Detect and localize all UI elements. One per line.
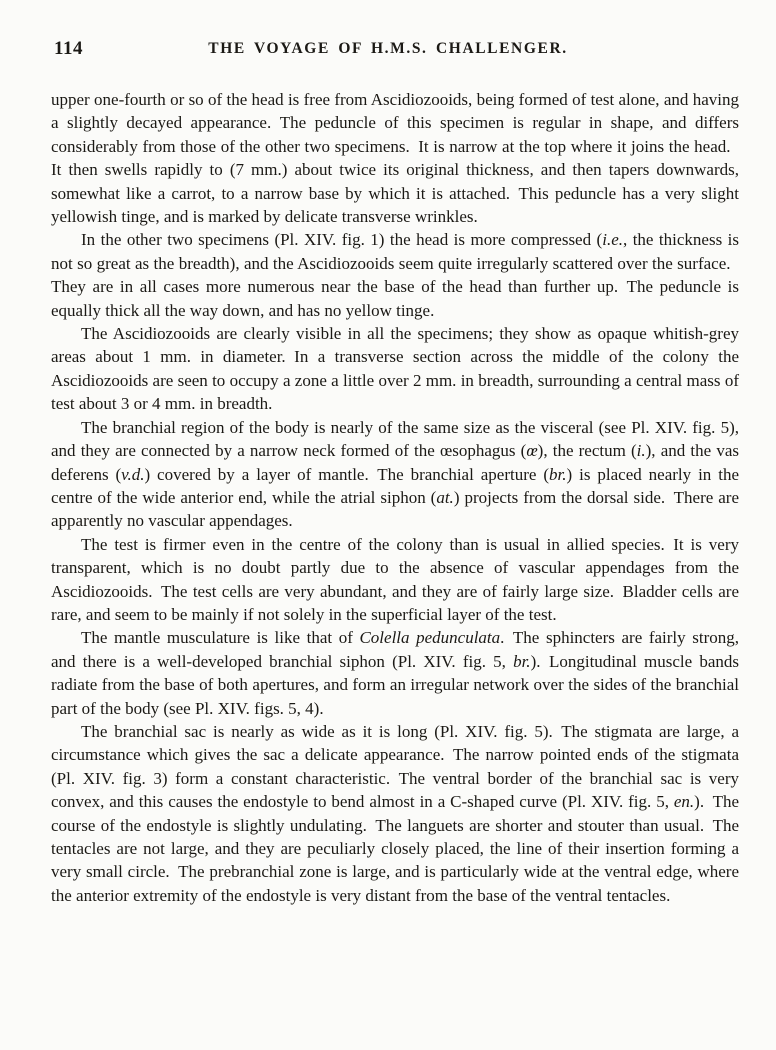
paragraph xyxy=(51,533,739,627)
italic-text-segment: at. xyxy=(436,487,454,507)
text-segment: . The sphincters are fairly strong, and there is a well-developed branchial siphon (Pl. XIV. fig. 5, xyxy=(51,628,739,671)
paragraph xyxy=(51,228,739,322)
paragraph xyxy=(51,416,739,533)
italic-text-segment: br. xyxy=(513,651,531,671)
italic-text-segment: en. xyxy=(673,792,695,812)
paragraph xyxy=(51,720,739,907)
running-title: THE VOYAGE OF H.M.S. CHALLENGER. xyxy=(208,40,568,57)
paragraph xyxy=(51,88,739,228)
text-segment: The mantle musculature is like that of xyxy=(81,628,360,648)
text-segment: The test is firmer even in the centre of the colony than is usual in allied species. It is very transparent, which is no doubt partly due to the absence of vascular appendages from the Ascidiozooids. The test cells are very abundant, and they are of fairly large size. Bladder cells are rare, and seem to be mainly if not solely in the superficial layer of the test. xyxy=(51,534,739,624)
text-segment: , the thickness is not so great as the breadth), and the Ascidiozooids seem quite irregularly scattered over the surface. They are in all cases more numerous near the base of the head than further up. The peduncle is equally thick all the way down, and has no yellow tinge. xyxy=(51,230,739,320)
italic-text-segment: Colella pedunculata xyxy=(359,628,501,648)
text-segment: The branchial sac is nearly as wide as it is long (Pl. XIV. fig. 5). The stigmata are large, a circumstance which gives the sac a delicate appearance. The narrow pointed ends of the stigmata (Pl. XIV. fig. 3) form a constant characteristic. The ventral border of the branchial sac is very convex, and this causes the endostyle to bend almost in a C-shaped curve (Pl. XIV. fig. 5, xyxy=(51,721,739,812)
paragraph xyxy=(51,322,739,416)
italic-text-segment: i. xyxy=(636,441,646,461)
page-header xyxy=(0,38,776,66)
text-segment: ) covered by a layer of mantle. The branchial aperture ( xyxy=(144,464,550,484)
italic-text-segment: i.e. xyxy=(602,230,623,250)
text-segment: ), and the vas deferens ( xyxy=(51,441,739,484)
page-number: 114 xyxy=(54,38,83,59)
text-segment: ). Longitudinal muscle bands radiate from the base of both apertures, and form an irregular network over the sides of the branchial part of the body (see Pl. XIV. figs. 5, 4). xyxy=(51,651,739,718)
text-segment: The branchial region of the body is nearly of the same size as the visceral (see Pl. XIV. fig. 5), and they are connected by a narrow neck formed of the œsophagus ( xyxy=(51,417,739,461)
italic-text-segment: v.d. xyxy=(121,464,145,484)
text-segment: ) is placed nearly in the centre of the wide anterior end, while the atrial siphon ( xyxy=(51,464,739,507)
italic-text-segment: br. xyxy=(549,464,567,484)
text-segment: ) projects from the dorsal side. There are apparently no vascular appendages. xyxy=(51,487,739,531)
paragraph xyxy=(51,626,739,720)
body-text xyxy=(51,88,739,907)
text-segment: ). The course of the endostyle is slightly undulating. The languets are shorter and stouter than usual. The tentacles are not large, and they are peculiarly closely placed, the line of their insertion forming a very small circle. The prebranchial zone is large, and is particularly wide at the ventral edge, where the anterior extremity of the endostyle is very distant from the base of the ventral tentacles. xyxy=(51,792,739,905)
text-segment: The Ascidiozooids are clearly visible in all the specimens; they show as opaque whitish-grey areas about 1 mm. in diameter. In a transverse section across the middle of the colony the Ascidiozooids are seen to occupy a zone a little over 2 mm. in breadth, surrounding a central mass of test about 3 or 4 mm. in breadth. xyxy=(51,324,739,414)
text-segment: ), the rectum ( xyxy=(537,441,637,461)
italic-text-segment: œ xyxy=(526,441,538,461)
text-segment: In the other two specimens (Pl. XIV. fig. 1) the head is more compressed ( xyxy=(81,230,603,250)
text-segment: upper one-fourth or so of the head is free from Ascidiozooids, being formed of test alone, and having a slightly decayed appearance. The peduncle of this specimen is regular in shape, and differs considerably from those of the other two specimens. It is narrow at the top where it joins the head. It then swells rapidly to (7 mm.) about twice its original thickness, and then tapers downwards, somewhat like a carrot, to a narrow base by which it is attached. This peduncle has a very slight yellowish tinge, and is marked by delicate transverse wrinkles. xyxy=(51,90,739,227)
